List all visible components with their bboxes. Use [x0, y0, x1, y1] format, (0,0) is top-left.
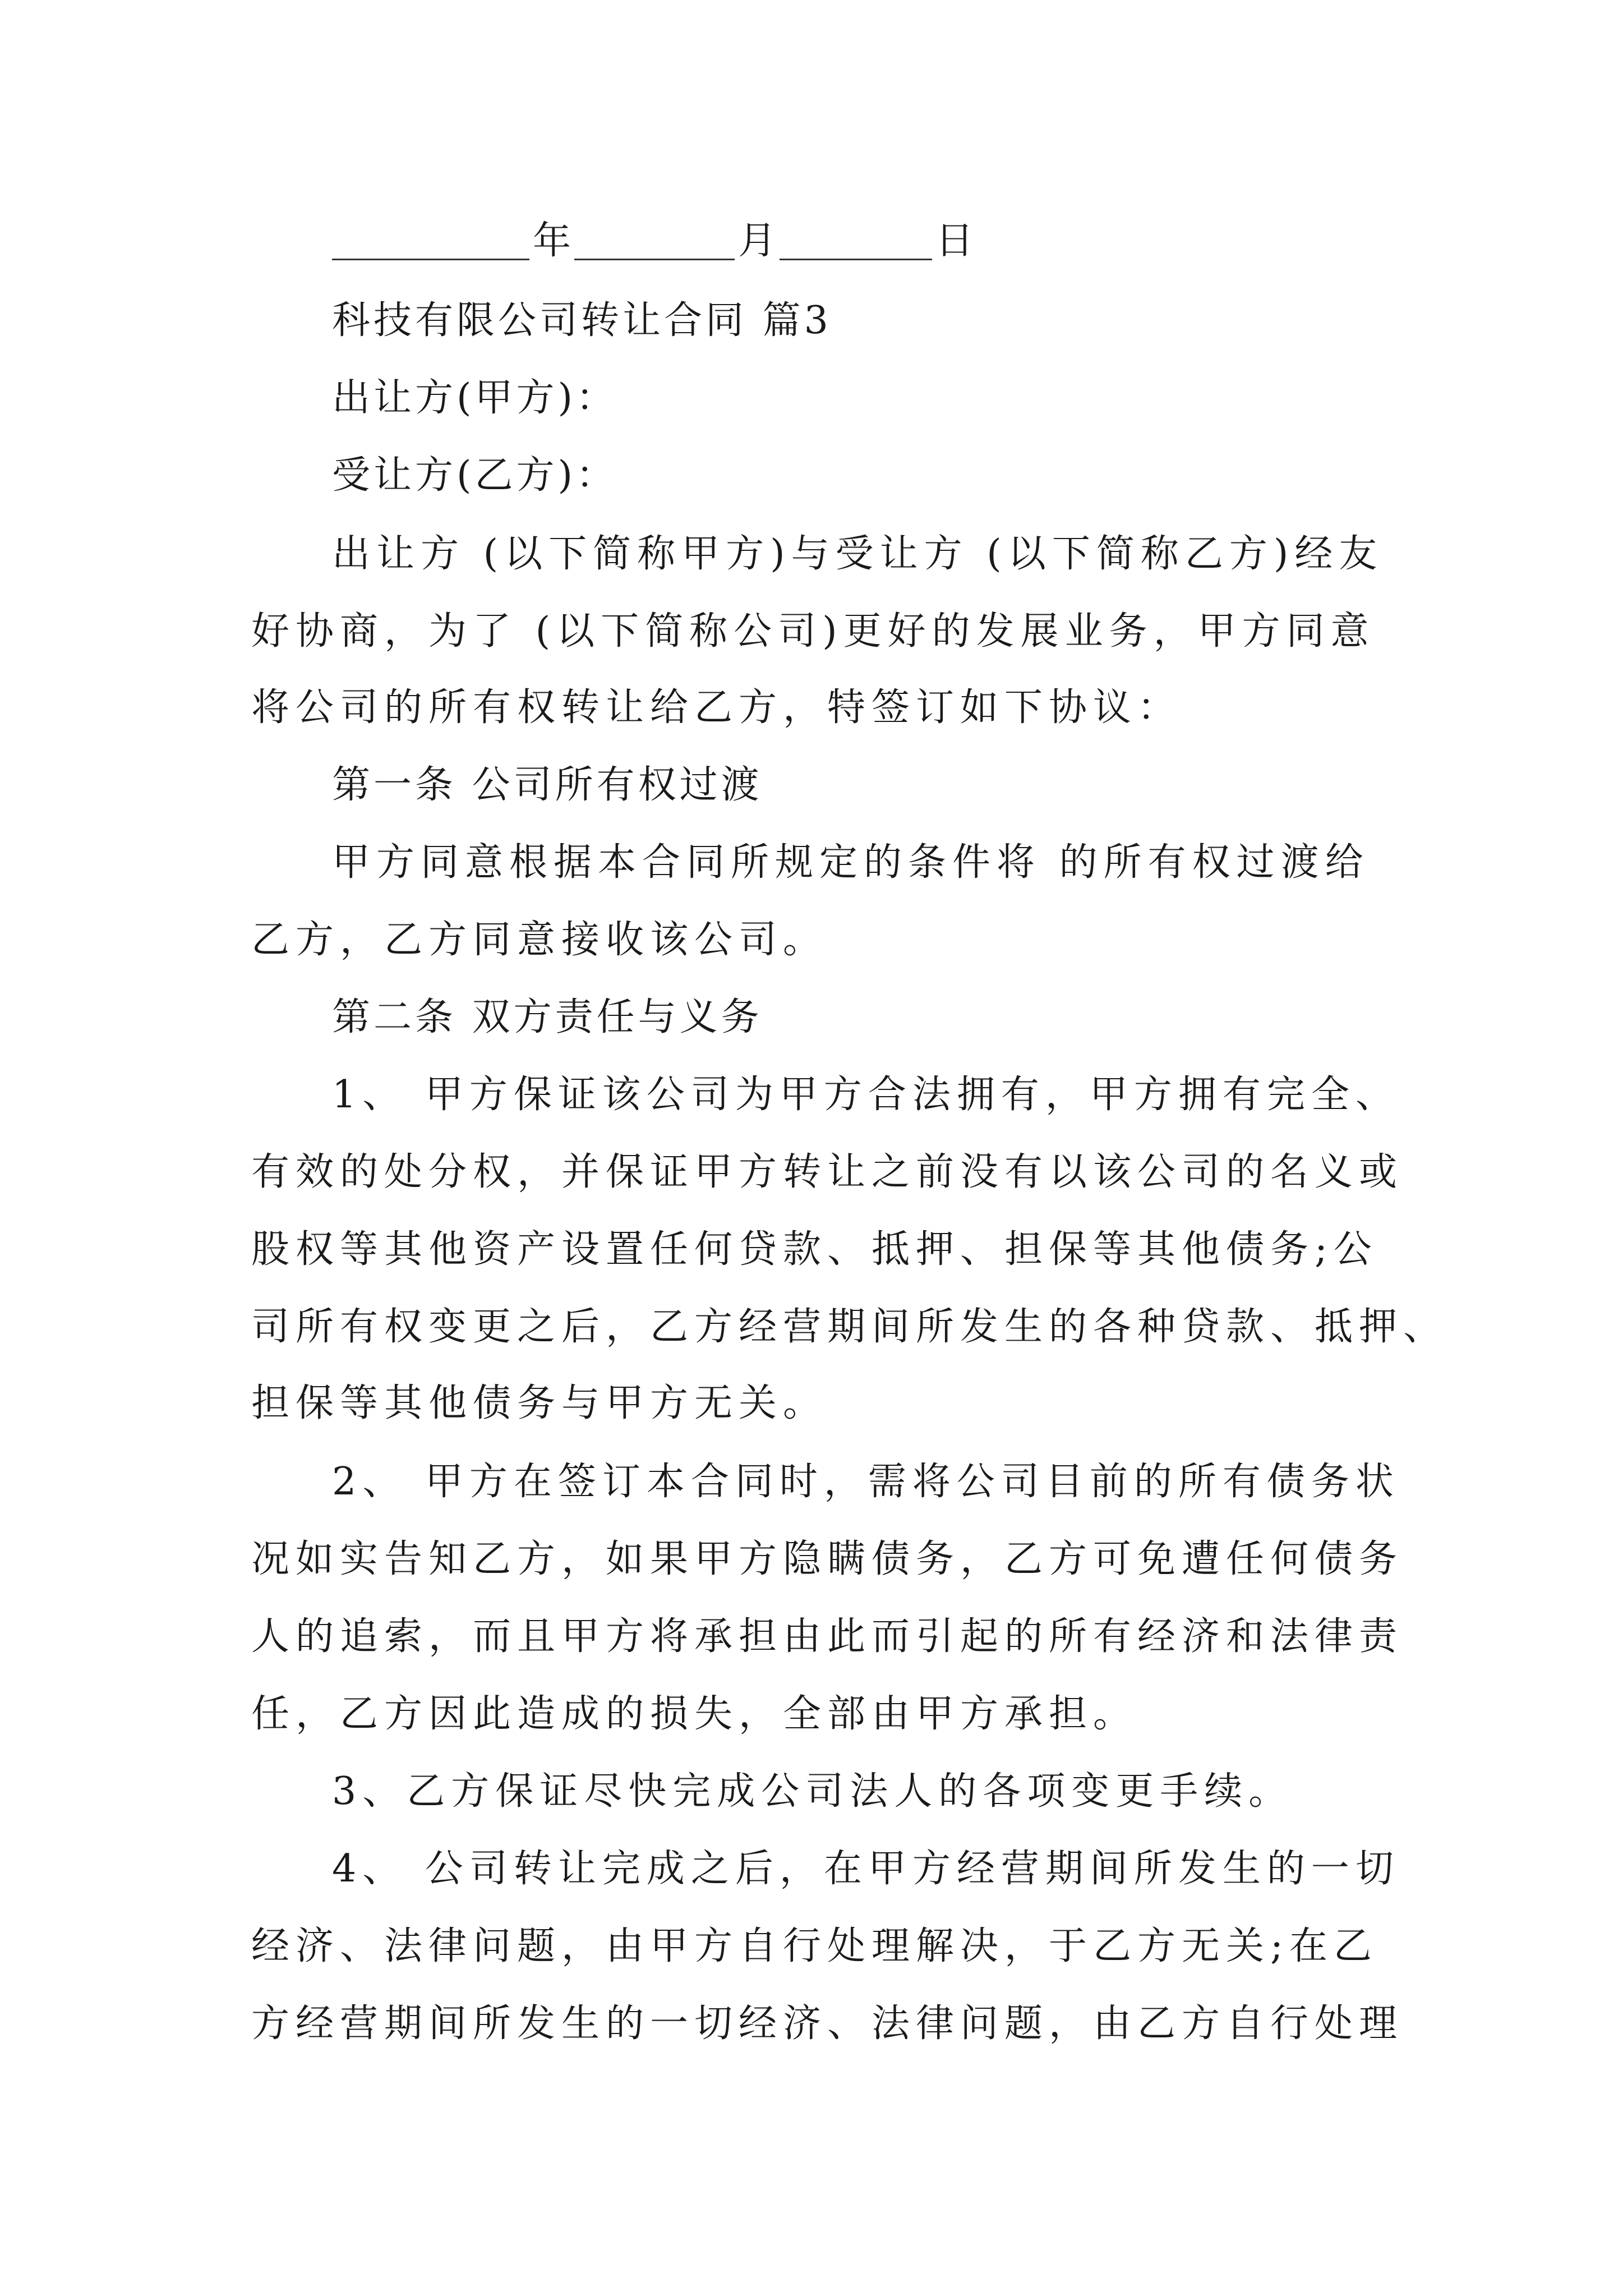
- paragraph-line: 有效的处分权，并保证甲方转让之前没有以该公司的名义或: [251, 1150, 1404, 1194]
- transferee-label: 受让方(乙方)：: [332, 453, 618, 498]
- paragraph-line: 方经营期间所发生的一切经济、法律问题，由乙方自行处理: [251, 2001, 1404, 2046]
- day-label: 日: [935, 219, 974, 263]
- paragraph-line: 甲方同意根据本合同所规定的条件将 的所有权过渡给: [332, 840, 1370, 885]
- article-heading: 第一条 公司所有权过渡: [332, 763, 763, 807]
- paragraph-line: 股权等其他资产设置任何贷款、抵押、担保等其他债务;公: [251, 1227, 1378, 1272]
- month-label: 月: [738, 219, 777, 263]
- date-line: [332, 219, 977, 264]
- paragraph-line: 4、 公司转让完成之后，在甲方经营期间所发生的一切: [332, 1847, 1400, 1891]
- paragraph-line: 况如实告知乙方，如果甲方隐瞒债务，乙方可免遭任何债务: [251, 1537, 1404, 1581]
- paragraph-line: 将公司的所有权转让给乙方，特签订如下协议：: [251, 685, 1182, 730]
- day-blank: [780, 224, 932, 260]
- paragraph-line: 人的追索，而且甲方将承担由此而引起的所有经济和法律责: [251, 1614, 1404, 1659]
- contract-title: 科技有限公司转让合同 篇3: [332, 298, 832, 343]
- paragraph-line: 好协商，为了 (以下简称公司)更好的发展业务，甲方同意: [251, 609, 1375, 654]
- paragraph-line: 经济、法律问题，由甲方自行处理解决，于乙方无关;在乙: [251, 1924, 1378, 1968]
- paragraph-line: 出让方 (以下简称甲方)与受让方 (以下简称乙方)经友: [332, 532, 1384, 576]
- paragraph-line: 乙方，乙方同意接收该公司。: [251, 918, 828, 962]
- year-blank: [332, 224, 529, 260]
- paragraph-line: 1、 甲方保证该公司为甲方合法拥有，甲方拥有完全、: [332, 1073, 1400, 1117]
- month-blank: [574, 224, 735, 260]
- paragraph-line: 担保等其他债务与甲方无关。: [251, 1381, 828, 1425]
- paragraph-line: 2、 甲方在签订本合同时，需将公司目前的所有债务状: [332, 1460, 1400, 1504]
- paragraph-line: 司所有权变更之后，乙方经营期间所发生的各种贷款、抵押、: [251, 1305, 1448, 1349]
- paragraph-line: 任，乙方因此造成的损失，全部由甲方承担。: [251, 1692, 1138, 1736]
- article-heading: 第二条 双方责任与义务: [332, 995, 763, 1039]
- transferor-label: 出让方(甲方)：: [332, 376, 618, 420]
- paragraph-line: 3、乙方保证尽快完成公司法人的各项变更手续。: [332, 1769, 1293, 1814]
- year-label: 年: [533, 219, 571, 263]
